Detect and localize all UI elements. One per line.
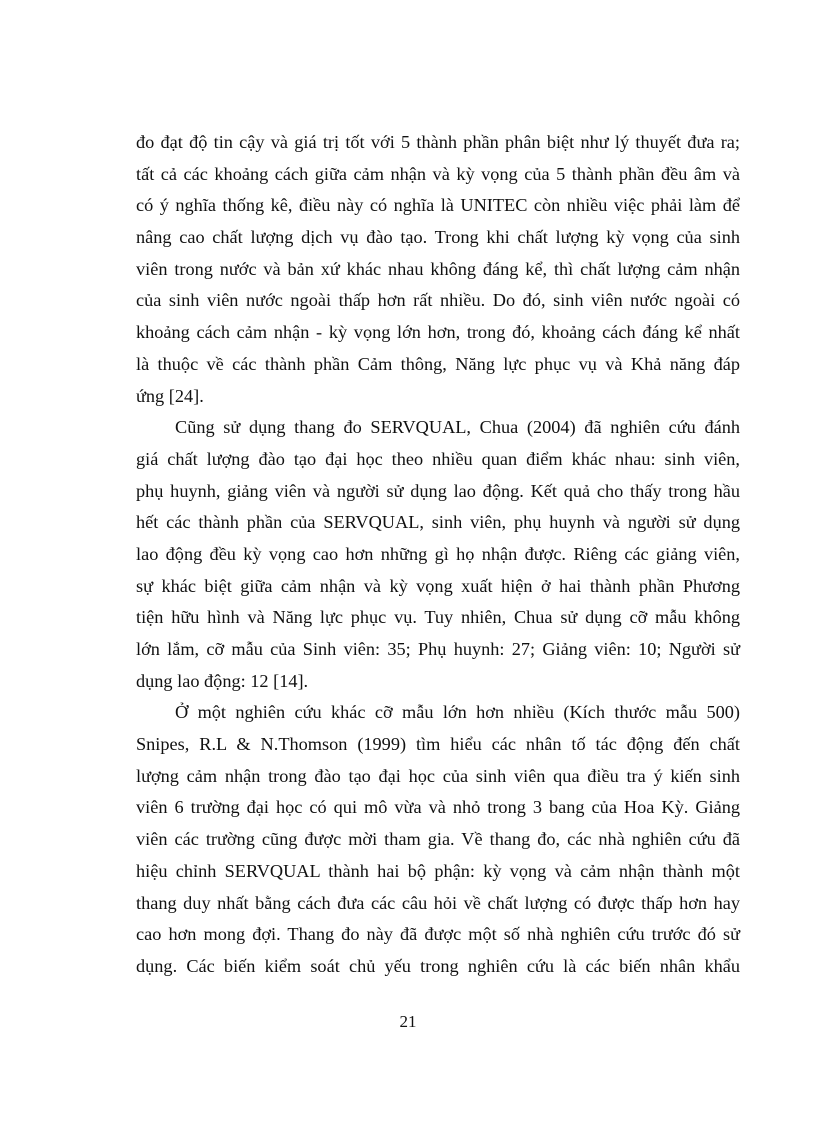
text-line: nâng cao chất lượng dịch vụ đào tạo. Trong khi chất lượng kỳ vọng của sinh [136, 227, 740, 248]
page-number: 21 [399, 1012, 417, 1031]
text-line: hết các thành phần của SERVQUAL, sinh viên, phụ huynh và người sử dụng [136, 512, 740, 533]
text-line: dụng lao động: 12 [14]. [136, 670, 309, 691]
text-line: Ở một nghiên cứu khác cỡ mẫu lớn hơn nhiều (Kích thước mẫu 500) [175, 702, 740, 723]
text-line: là thuộc về các thành phần Cảm thông, Năng lực phục vụ và Khả năng đáp [136, 353, 740, 374]
text-line: cao hơn mong đợi. Thang đo này đã được một số nhà nghiên cứu trước đó sử [136, 924, 740, 945]
text-line: đo đạt độ tin cậy và giá trị tốt với 5 thành phần phân biệt như lý thuyết đưa ra; [136, 132, 740, 152]
document-body [136, 127, 740, 983]
paragraph-3 [136, 697, 740, 982]
paragraph-2 [136, 412, 740, 697]
text-line: của sinh viên nước ngoài thấp hơn rất nhiều. Do đó, sinh viên nước ngoài có [136, 290, 740, 311]
text-line: lớn lắm, cỡ mẫu của Sinh viên: 35; Phụ huynh: 27; Giảng viên: 10; Người sử [136, 639, 740, 659]
text-line: tiện hữu hình và Năng lực phục vụ. Tuy nhiên, Chua sử dụng cỡ mẫu không [136, 607, 740, 628]
text-line: Cũng sử dụng thang đo SERVQUAL, Chua (2004) đã nghiên cứu đánh [175, 417, 740, 438]
text-line: có ý nghĩa thống kê, điều này có nghĩa là UNITEC còn nhiều việc phải làm để [136, 195, 740, 216]
text-line: tất cả các khoảng cách giữa cảm nhận và kỳ vọng của 5 thành phần đều âm và [136, 163, 740, 184]
text-line: viên các trường cũng được mời tham gia. Về thang đo, các nhà nghiên cứu đã [136, 829, 740, 850]
text-line: giá chất lượng đào tạo đại học theo nhiều quan điểm khác nhau: sinh viên, [136, 448, 740, 469]
text-line: thang duy nhất bằng cách đưa các câu hỏi về chất lượng có được thấp hơn hay [136, 892, 740, 913]
paragraph-1 [136, 127, 740, 412]
text-line: sự khác biệt giữa cảm nhận và kỳ vọng xuất hiện ở hai thành phần Phương [136, 575, 740, 596]
text-line: lao động đều kỳ vọng cao hơn những gì họ nhận được. Riêng các giảng viên, [136, 543, 740, 564]
text-line: hiệu chỉnh SERVQUAL thành hai bộ phận: kỳ vọng và cảm nhận thành một [136, 860, 740, 881]
text-line: viên trong nước và bản xứ khác nhau không đáng kể, thì chất lượng cảm nhận [136, 258, 740, 279]
text-line: lượng cảm nhận trong đào tạo đại học của sinh viên qua điều tra ý kiến sinh [136, 765, 740, 786]
text-line: dụng. Các biến kiểm soát chủ yếu trong nghiên cứu là các biến nhân khẩu [136, 955, 740, 976]
text-line: phụ huynh, giảng viên và người sử dụng lao động. Kết quả cho thấy trong hầu [136, 480, 740, 501]
text-line: viên 6 trường đại học có qui mô vừa và nhỏ trong 3 bang của Hoa Kỳ. Giảng [136, 797, 740, 818]
text-line: ứng [24]. [136, 385, 204, 406]
text-line: Snipes, R.L & N.Thomson (1999) tìm hiểu các nhân tố tác động đến chất [136, 734, 740, 755]
text-line: khoảng cách cảm nhận - kỳ vọng lớn hơn, trong đó, khoảng cách đáng kể nhất [136, 322, 740, 343]
